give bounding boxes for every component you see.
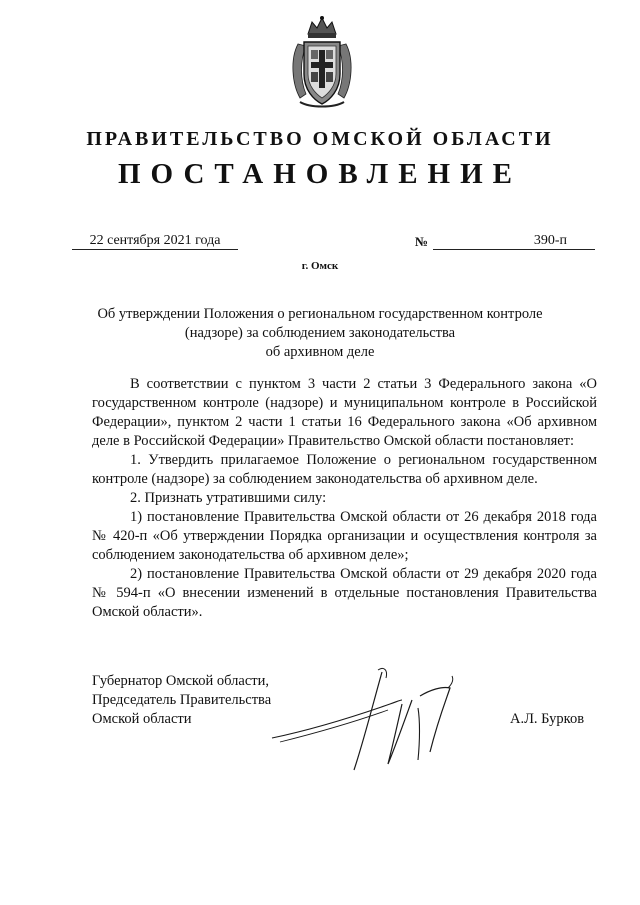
- government-title: ПРАВИТЕЛЬСТВО ОМСКОЙ ОБЛАСТИ: [86, 128, 554, 150]
- body-paragraph: 1) постановление Правительства Омской области от 26 декабря 2018 года № 420-п «Об утверждении Порядка организации и осуществления контроля за соблюдением законодательства об архивном деле»;: [92, 509, 597, 563]
- position-line: Председатель Правительства: [92, 692, 272, 708]
- handwritten-signature: [270, 660, 470, 780]
- document-body: [92, 375, 597, 622]
- body-paragraph: 2) постановление Правительства Омской области от 29 декабря 2020 года № 594-п «О внесении изменений в отдельные постановления Правительства Омской области».: [92, 566, 597, 620]
- omsk-coat-of-arms-icon: [286, 14, 358, 110]
- subject-line: (надзоре) за соблюдением законодательства: [184, 325, 456, 341]
- document-subject: [95, 305, 545, 362]
- document-date: 22 сентября 2021 года: [72, 232, 238, 250]
- subject-line: Об утверждении Положения о региональном государственном контроле: [97, 306, 543, 322]
- document-number: 390-п: [533, 233, 567, 248]
- signatory-name: А.Л. Бурков: [510, 711, 585, 727]
- document-number-field: [433, 232, 595, 250]
- position-line: Губернатор Омской области,: [92, 673, 269, 689]
- body-paragraph: 2. Признать утратившими силу:: [130, 490, 327, 506]
- signatory-position: [92, 672, 271, 729]
- position-line: Омской области: [92, 711, 192, 727]
- body-paragraph: В соответствии с пунктом 3 части 2 статьи 3 Федерального закона «О государственном контроле (надзоре) и муниципальном контроле в Российской Федерации», пунктом 2 части 1 статьи 16 Федерального закона «Об архивном деле в Российской Федерации» Правительство Омской области постановляет:: [92, 376, 597, 449]
- body-paragraph: 1. Утвердить прилагаемое Положение о региональном государственном контроле (надзоре) за соблюдением законодательства об архивном деле.: [92, 452, 597, 487]
- subject-line: об архивном деле: [265, 344, 375, 360]
- number-sign: №: [415, 234, 429, 249]
- city-label: г. Омск: [301, 260, 339, 272]
- document-type-title: ПОСТАНОВЛЕНИЕ: [117, 158, 522, 190]
